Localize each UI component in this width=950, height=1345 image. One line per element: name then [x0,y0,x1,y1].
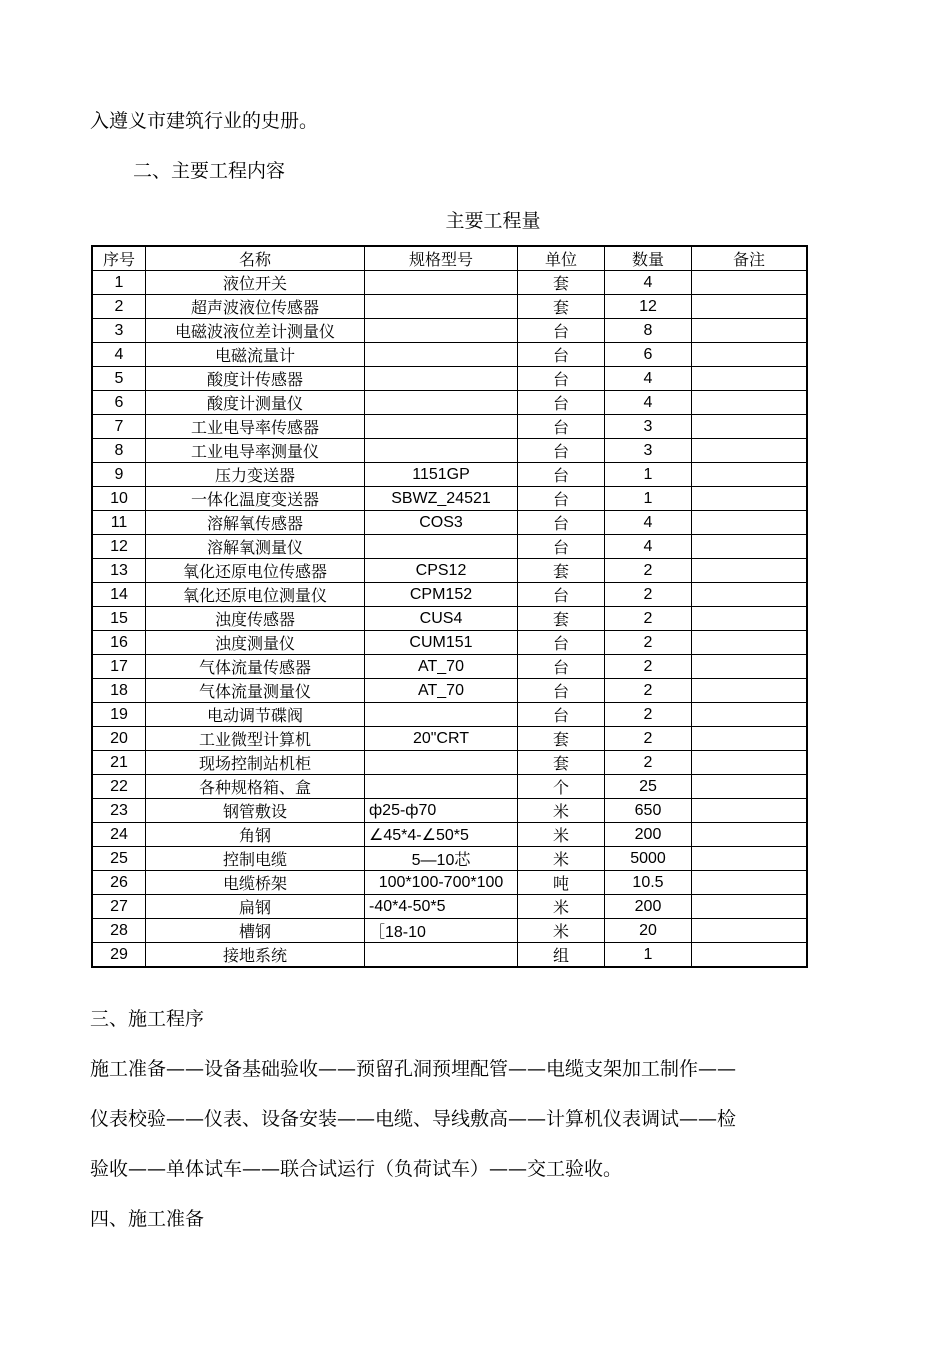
cell-spec: CUM151 [365,631,518,655]
cell-qty: 4 [605,511,692,535]
cell-unit: 台 [518,487,605,511]
header-name: 名称 [146,246,365,271]
cell-unit: 套 [518,295,605,319]
cell-no: 16 [92,631,146,655]
cell-name: 扁钢 [146,895,365,919]
cell-qty: 2 [605,703,692,727]
table-row [92,319,807,343]
cell-unit: 米 [518,823,605,847]
cell-unit: 台 [518,583,605,607]
cell-name: 电缆桥架 [146,871,365,895]
cell-unit: 套 [518,271,605,295]
cell-qty: 650 [605,799,692,823]
cell-no: 1 [92,271,146,295]
cell-spec: AT_70 [365,655,518,679]
cell-note [692,511,808,535]
cell-no: 13 [92,559,146,583]
cell-spec [365,391,518,415]
cell-note [692,871,808,895]
cell-name: 工业电导率测量仪 [146,439,365,463]
table-row [92,559,807,583]
cell-unit: 个 [518,775,605,799]
cell-name: 电动调节碟阀 [146,703,365,727]
cell-name: 气体流量传感器 [146,655,365,679]
cell-qty: 2 [605,559,692,583]
cell-name: 电磁波液位差计测量仪 [146,319,365,343]
cell-unit: 套 [518,607,605,631]
cell-no: 11 [92,511,146,535]
cell-note [692,751,808,775]
cell-unit: 米 [518,847,605,871]
table-row [92,439,807,463]
cell-note [692,439,808,463]
cell-name: 接地系统 [146,943,365,968]
cell-spec: CPM152 [365,583,518,607]
table-row [92,823,807,847]
section-heading-4: 四、施工准备 [90,1208,205,1230]
section-heading-2: 二、主要工程内容 [133,160,286,182]
cell-no: 14 [92,583,146,607]
cell-name: 液位开关 [146,271,365,295]
table-row [92,727,807,751]
cell-no: 8 [92,439,146,463]
cell-name: 酸度计测量仪 [146,391,365,415]
header-note: 备注 [692,246,808,271]
cell-no: 17 [92,655,146,679]
cell-no: 12 [92,535,146,559]
cell-spec: 100*100-700*100 [365,871,518,895]
cell-name: 控制电缆 [146,847,365,871]
cell-no: 21 [92,751,146,775]
engineering-quantity-table [91,245,808,968]
table-row [92,607,807,631]
process-line-2: 仪表校验——仪表、设备安装——电缆、导线敷高——计算机仪表调试——检 [90,1108,737,1130]
cell-spec [365,295,518,319]
cell-qty: 2 [605,751,692,775]
cell-no: 9 [92,463,146,487]
table-row [92,511,807,535]
cell-note [692,391,808,415]
cell-no: 10 [92,487,146,511]
table-row [92,367,807,391]
table-row [92,391,807,415]
cell-no: 2 [92,295,146,319]
cell-no: 15 [92,607,146,631]
cell-name: 气体流量测量仪 [146,679,365,703]
cell-no: 26 [92,871,146,895]
cell-spec: 20"CRT [365,727,518,751]
table-title: 主要工程量 [445,210,541,232]
cell-name: 电磁流量计 [146,343,365,367]
process-line-3: 验收——单体试车——联合试运行（负荷试车）——交工验收。 [90,1158,623,1180]
cell-unit: 套 [518,751,605,775]
header-no: 序号 [92,246,146,271]
table-row [92,943,807,968]
cell-unit: 台 [518,439,605,463]
cell-unit: 套 [518,559,605,583]
cell-qty: 1 [605,487,692,511]
cell-no: 29 [92,943,146,968]
cell-qty: 3 [605,439,692,463]
cell-note [692,799,808,823]
cell-spec: ［18-10 [365,919,518,943]
cell-name: 氧化还原电位传感器 [146,559,365,583]
cell-spec [365,775,518,799]
cell-note [692,415,808,439]
cell-spec [365,271,518,295]
cell-spec [365,343,518,367]
cell-qty: 4 [605,367,692,391]
header-unit: 单位 [518,246,605,271]
table-row [92,487,807,511]
cell-note [692,775,808,799]
cell-no: 28 [92,919,146,943]
cell-note [692,631,808,655]
cell-unit: 台 [518,463,605,487]
table-row [92,295,807,319]
table-row [92,799,807,823]
cell-note [692,607,808,631]
cell-note [692,535,808,559]
cell-unit: 台 [518,631,605,655]
cell-spec [365,535,518,559]
cell-unit: 米 [518,895,605,919]
cell-note [692,559,808,583]
cell-unit: 台 [518,343,605,367]
cell-name: 角钢 [146,823,365,847]
cell-name: 工业微型计算机 [146,727,365,751]
table-row [92,655,807,679]
cell-no: 25 [92,847,146,871]
cell-qty: 1 [605,463,692,487]
cell-qty: 6 [605,343,692,367]
cell-note [692,943,808,968]
table-row [92,343,807,367]
cell-unit: 吨 [518,871,605,895]
cell-qty: 4 [605,391,692,415]
cell-unit: 组 [518,943,605,968]
cell-no: 5 [92,367,146,391]
cell-qty: 2 [605,727,692,751]
cell-unit: 套 [518,727,605,751]
cell-note [692,655,808,679]
table-row [92,847,807,871]
cell-spec [365,415,518,439]
cell-qty: 8 [605,319,692,343]
cell-note [692,727,808,751]
cell-no: 20 [92,727,146,751]
cell-spec [365,439,518,463]
cell-unit: 台 [518,511,605,535]
cell-qty: 2 [605,583,692,607]
cell-note [692,487,808,511]
table-row [92,703,807,727]
table-row [92,919,807,943]
cell-qty: 4 [605,271,692,295]
cell-qty: 200 [605,823,692,847]
cell-note [692,295,808,319]
cell-unit: 台 [518,679,605,703]
cell-no: 3 [92,319,146,343]
cell-note [692,703,808,727]
cell-qty: 25 [605,775,692,799]
section-heading-3: 三、施工程序 [90,1008,205,1030]
cell-unit: 台 [518,535,605,559]
table-row [92,271,807,295]
cell-spec [365,943,518,968]
header-qty: 数量 [605,246,692,271]
table-row [92,583,807,607]
intro-tail-text: 入遵义市建筑行业的史册。 [90,110,319,132]
cell-qty: 12 [605,295,692,319]
table-row [92,535,807,559]
cell-name: 槽钢 [146,919,365,943]
cell-spec [365,751,518,775]
cell-name: 氧化还原电位测量仪 [146,583,365,607]
cell-no: 6 [92,391,146,415]
table-row [92,415,807,439]
cell-spec: 5—10芯 [365,847,518,871]
cell-name: 一体化温度变送器 [146,487,365,511]
table-body [92,271,807,968]
table-row [92,871,807,895]
cell-unit: 台 [518,415,605,439]
cell-unit: 台 [518,319,605,343]
cell-qty: 2 [605,631,692,655]
cell-name: 酸度计传感器 [146,367,365,391]
cell-qty: 2 [605,679,692,703]
cell-qty: 3 [605,415,692,439]
cell-qty: 2 [605,655,692,679]
table-row [92,631,807,655]
cell-note [692,679,808,703]
cell-note [692,823,808,847]
cell-no: 4 [92,343,146,367]
cell-qty: 10.5 [605,871,692,895]
cell-note [692,895,808,919]
cell-no: 19 [92,703,146,727]
cell-unit: 台 [518,391,605,415]
cell-name: 工业电导率传感器 [146,415,365,439]
cell-name: 超声波液位传感器 [146,295,365,319]
cell-spec [365,703,518,727]
cell-spec: CPS12 [365,559,518,583]
cell-spec [365,367,518,391]
table-row [92,775,807,799]
cell-unit: 台 [518,367,605,391]
cell-note [692,847,808,871]
cell-spec: CUS4 [365,607,518,631]
table-row [92,679,807,703]
cell-no: 24 [92,823,146,847]
table-row [92,463,807,487]
cell-note [692,319,808,343]
cell-spec: ф25-ф70 [365,799,518,823]
cell-no: 22 [92,775,146,799]
cell-note [692,367,808,391]
cell-note [692,271,808,295]
cell-name: 钢管敷设 [146,799,365,823]
cell-spec: AT_70 [365,679,518,703]
cell-no: 23 [92,799,146,823]
cell-spec: -40*4-50*5 [365,895,518,919]
cell-no: 27 [92,895,146,919]
cell-spec: 1151GP [365,463,518,487]
cell-name: 各种规格箱、盒 [146,775,365,799]
cell-name: 溶解氧测量仪 [146,535,365,559]
cell-unit: 米 [518,799,605,823]
cell-unit: 米 [518,919,605,943]
cell-no: 7 [92,415,146,439]
table-row [92,751,807,775]
cell-spec: COS3 [365,511,518,535]
cell-name: 压力变送器 [146,463,365,487]
table-row [92,895,807,919]
cell-no: 18 [92,679,146,703]
cell-spec: SBWZ_24521 [365,487,518,511]
process-line-1: 施工准备——设备基础验收——预留孔洞预埋配管——电缆支架加工制作—— [90,1058,737,1080]
cell-qty: 2 [605,607,692,631]
cell-spec: ∠45*4-∠50*5 [365,823,518,847]
cell-note [692,583,808,607]
cell-qty: 1 [605,943,692,968]
header-spec: 规格型号 [365,246,518,271]
cell-name: 浊度传感器 [146,607,365,631]
cell-qty: 4 [605,535,692,559]
cell-unit: 台 [518,703,605,727]
cell-qty: 20 [605,919,692,943]
cell-name: 溶解氧传感器 [146,511,365,535]
cell-note [692,343,808,367]
cell-note [692,919,808,943]
cell-qty: 5000 [605,847,692,871]
cell-name: 现场控制站机柜 [146,751,365,775]
cell-qty: 200 [605,895,692,919]
cell-spec [365,319,518,343]
cell-unit: 台 [518,655,605,679]
cell-note [692,463,808,487]
cell-name: 浊度测量仪 [146,631,365,655]
table-header-row [92,246,807,271]
